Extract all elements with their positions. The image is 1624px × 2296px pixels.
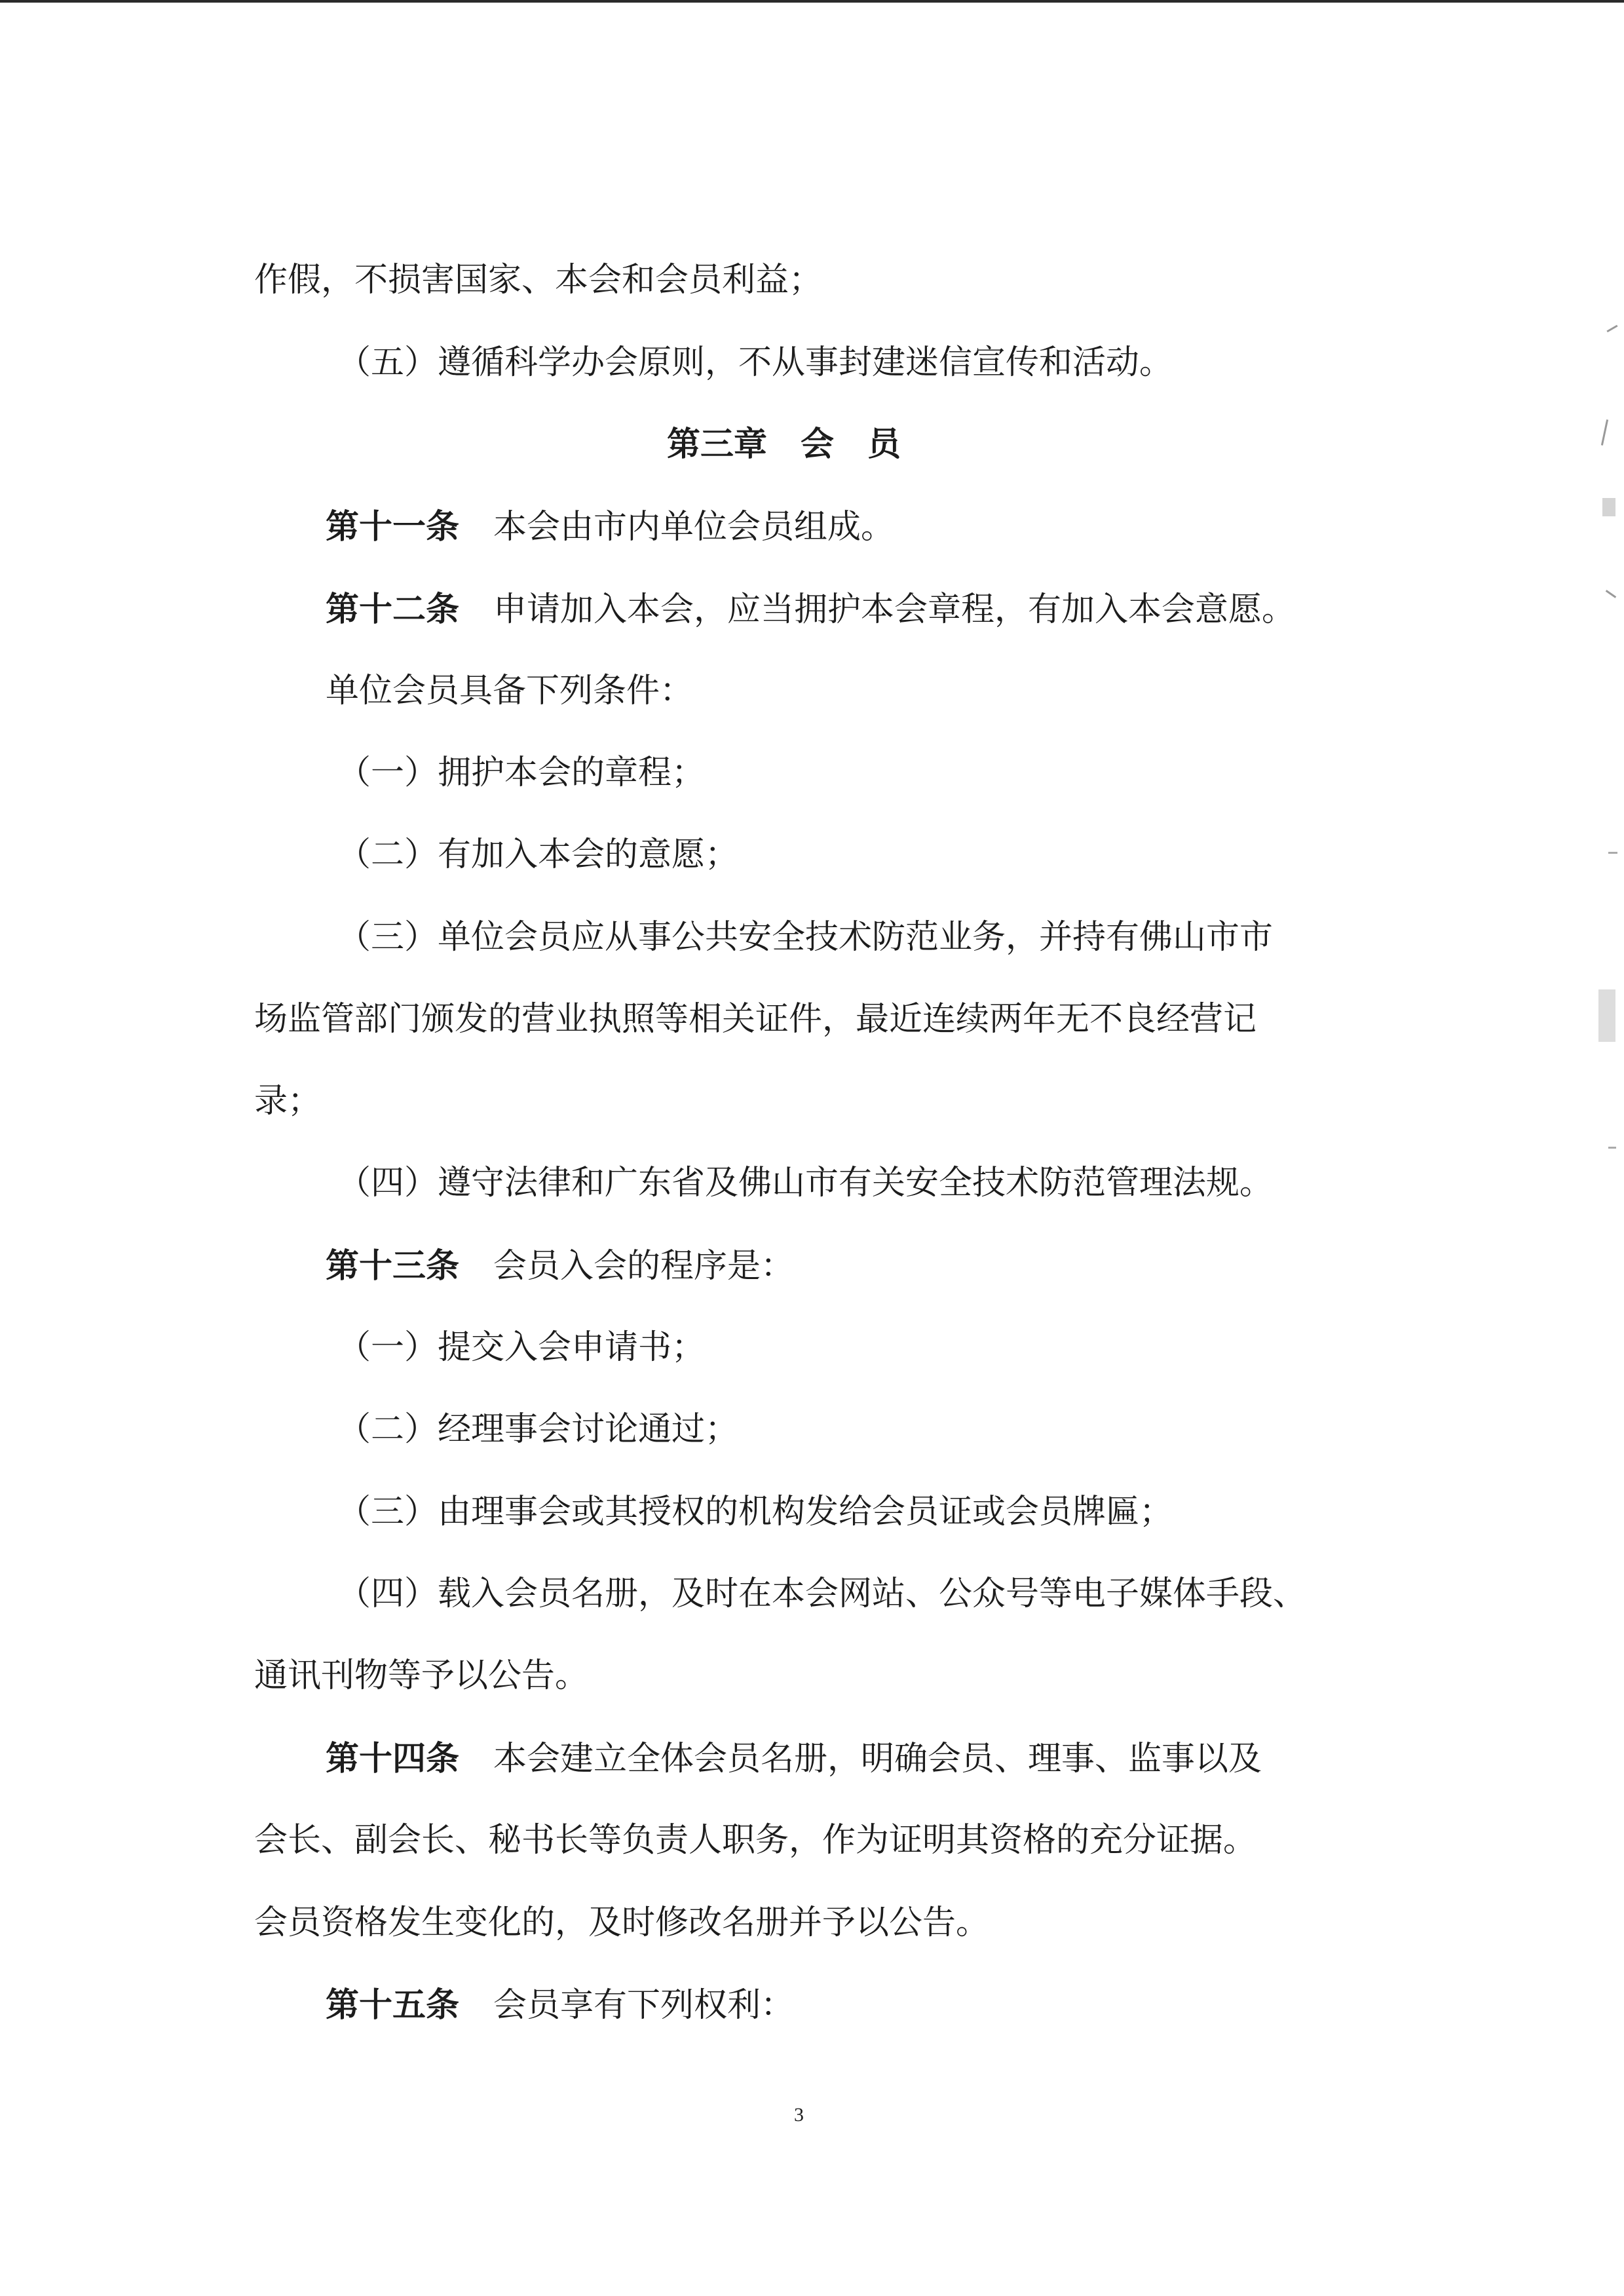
article-15 bbox=[326, 1985, 794, 2025]
paragraph-line: （一）提交入会申请书； bbox=[337, 1328, 706, 1367]
scan-artifact bbox=[1606, 325, 1617, 333]
article-text: 会员入会的程序是： bbox=[493, 1247, 795, 1286]
paragraph-line: 通讯刊物等予以公告。 bbox=[254, 1656, 589, 1695]
article-label: 第十二条 bbox=[326, 590, 460, 629]
scan-artifact bbox=[1608, 1147, 1616, 1149]
scan-artifact bbox=[1601, 419, 1608, 446]
paragraph-line: 作假，不损害国家、本会和会员利益； bbox=[254, 261, 823, 299]
paragraph-line: 会员资格发生变化的，及时修改名册并予以公告。 bbox=[254, 1904, 990, 1942]
paragraph-line: （五）遵循科学办会原则，不从事封建迷信宣传和活动。 bbox=[337, 343, 1173, 382]
article-label: 第十五条 bbox=[326, 1985, 460, 2025]
article-12 bbox=[326, 590, 1295, 630]
paragraph-line: 录； bbox=[254, 1082, 322, 1120]
article-label: 第十四条 bbox=[326, 1739, 460, 1778]
scan-artifact bbox=[1598, 989, 1615, 1042]
article-label: 第十一条 bbox=[326, 507, 460, 546]
article-text: 会员享有下列权利： bbox=[493, 1986, 795, 2025]
paragraph-line: （三）由理事会或其授权的机构发给会员证或会员牌匾； bbox=[337, 1493, 1173, 1531]
scan-artifact bbox=[1608, 852, 1617, 854]
paragraph-line: 单位会员具备下列条件： bbox=[326, 672, 694, 710]
chapter-title: 第三章 会 员 bbox=[667, 425, 901, 464]
top-border-line bbox=[0, 0, 1624, 3]
article-text: 申请加入本会，应当拥护本会章程，有加入本会意愿。 bbox=[493, 590, 1296, 629]
article-13 bbox=[326, 1246, 794, 1286]
paragraph-line: 会长、副会长、秘书长等负责人职务，作为证明其资格的充分证据。 bbox=[254, 1821, 1257, 1860]
article-text: 本会由市内单位会员组成。 bbox=[493, 508, 895, 546]
article-label: 第十三条 bbox=[326, 1246, 460, 1286]
paragraph-line: （二）有加入本会的意愿； bbox=[337, 835, 739, 874]
paragraph-line: （四）遵守法律和广东省及佛山市有关安全技术防范管理法规。 bbox=[337, 1164, 1274, 1202]
paragraph-line: （二）经理事会讨论通过； bbox=[337, 1410, 739, 1449]
paragraph-line: （四）载入会员名册，及时在本会网站、公众号等电子媒体手段、 bbox=[337, 1575, 1307, 1613]
article-14 bbox=[326, 1739, 1262, 1779]
scan-artifact bbox=[1602, 498, 1615, 516]
page-number: 3 bbox=[794, 2104, 804, 2126]
paragraph-line: （三）单位会员应从事公共安全技术防范业务，并持有佛山市市 bbox=[337, 918, 1274, 957]
article-11 bbox=[326, 507, 894, 547]
paragraph-line: 场监管部门颁发的营业执照等相关证件，最近连续两年无不良经营记 bbox=[254, 1000, 1257, 1039]
paragraph-line: （一）拥护本会的章程； bbox=[337, 754, 706, 792]
scan-artifact bbox=[1606, 590, 1616, 598]
article-text: 本会建立全体会员名册，明确会员、理事、监事以及 bbox=[493, 1740, 1262, 1778]
